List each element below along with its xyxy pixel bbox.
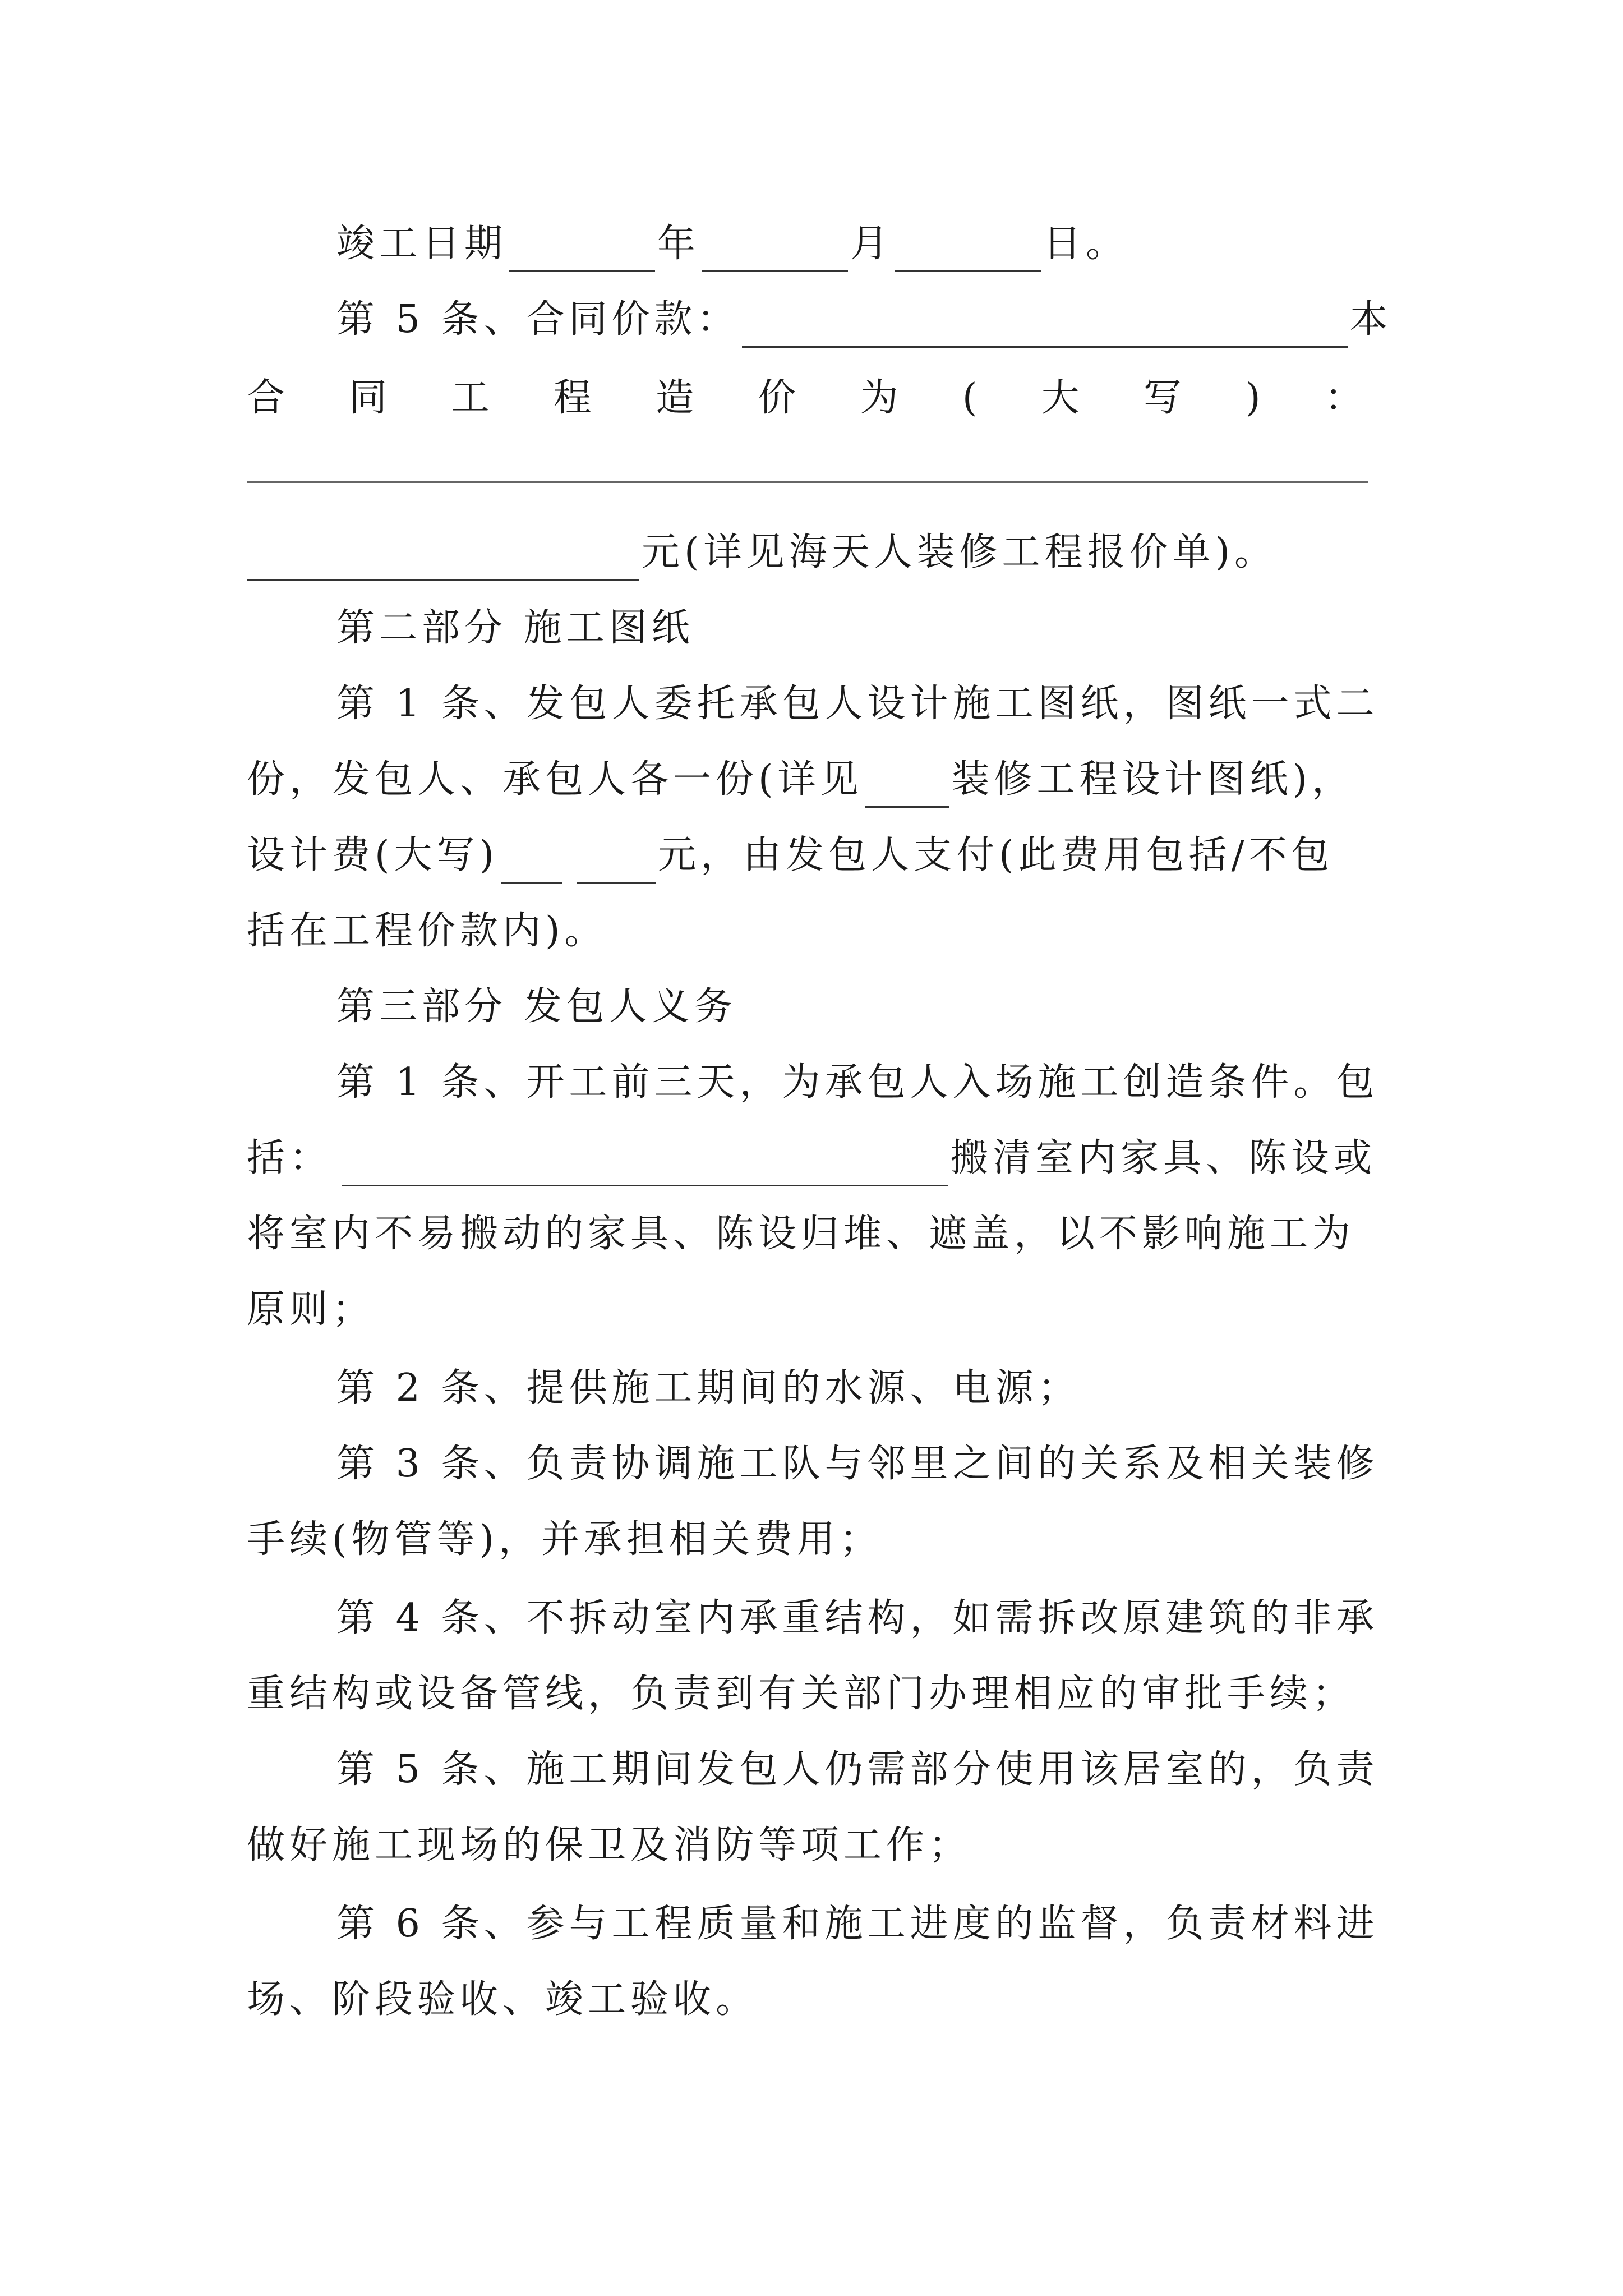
part2-article1-text-tail: 装修工程设计图纸)， [951, 757, 1355, 802]
price-char: ： [1324, 376, 1363, 420]
part2-article1-line3 [247, 827, 1391, 884]
price-char: 程 [553, 376, 592, 420]
part2-heading: 第二部分 施工图纸 [336, 606, 694, 650]
part3-article4-line2: 重结构或设备管线，负责到有关部门办理相应的审批手续； [247, 1672, 1355, 1716]
completion-date-line [336, 216, 1391, 272]
part2-article1-line1: 第 1 条、发包人委托承包人设计施工图纸，图纸一式二 [336, 682, 1379, 726]
part2-article1-line4: 括在工程价款内)。 [247, 909, 607, 953]
design-fee-label: 设计费(大写) [247, 833, 499, 877]
day-blank[interactable] [895, 229, 1041, 272]
design-drawing-blank[interactable] [865, 765, 949, 808]
design-fee-blank-2[interactable] [577, 840, 656, 884]
part3-article5-line2: 做好施工现场的保卫及消防等项工作； [247, 1823, 972, 1867]
include-blank[interactable] [342, 1143, 948, 1186]
article5-contract-price [336, 292, 1391, 348]
part3-article6-line1: 第 6 条、参与工程质量和施工进度的监督，负责材料进 [336, 1902, 1379, 1946]
price-char: ( [962, 376, 978, 420]
part3-article1-line2 [247, 1130, 1391, 1186]
month-blank[interactable] [702, 229, 848, 272]
price-in-words-rule[interactable] [247, 481, 1368, 483]
include-label: 括： [247, 1136, 333, 1180]
contract-price-blank[interactable] [742, 305, 1348, 348]
part3-article2: 第 2 条、提供施工期间的水源、电源； [336, 1366, 1081, 1410]
part3-article1-line4: 原则； [247, 1287, 375, 1332]
price-char: 大 [1041, 376, 1080, 420]
price-char: ) [1246, 376, 1261, 420]
part2-article1-text: 份，发包人、承包人各一份(详见 [247, 757, 863, 802]
part3-article6-line2: 场、阶段验收、竣工验收。 [247, 1977, 759, 2022]
year-blank[interactable] [509, 229, 655, 272]
include-tail: 搬清室内家具、陈设或 [950, 1136, 1377, 1180]
price-char: 同 [349, 376, 388, 420]
year-label: 年 [657, 222, 700, 266]
part2-article1-line2 [247, 752, 1391, 808]
article5-label: 第 5 条、合同价款： [336, 297, 740, 342]
day-label: 日。 [1043, 222, 1129, 266]
price-char: 工 [451, 376, 490, 420]
price-char: 写 [1143, 376, 1182, 420]
price-yuan-line [247, 524, 1391, 581]
part3-article3-line2: 手续(物管等)，并承担相关费用； [247, 1517, 883, 1562]
price-char: 合 [247, 376, 285, 420]
part3-article1-line1: 第 1 条、开工前三天，为承包人入场施工创造条件。包 [336, 1060, 1379, 1105]
design-fee-blank-1[interactable] [501, 840, 562, 884]
part3-heading: 第三部分 发包人义务 [336, 984, 737, 1029]
price-char: 价 [758, 376, 796, 420]
month-label: 月 [850, 222, 893, 266]
part3-article4-line1: 第 4 条、不拆动室内承重结构，如需拆改原建筑的非承 [336, 1596, 1379, 1640]
design-fee-tail: 元，由发包人支付(此费用包括/不包 [658, 833, 1334, 877]
price-char: 造 [656, 376, 694, 420]
price-yuan-tail: 元(详见海天人装修工程报价单)。 [642, 530, 1278, 574]
price-yuan-blank[interactable] [247, 537, 639, 581]
completion-date-label: 竣工日期 [336, 222, 508, 266]
part3-article1-line3: 将室内不易搬动的家具、陈设归堆、遮盖，以不影响施工为 [247, 1212, 1355, 1256]
part3-article5-line1: 第 5 条、施工期间发包人仍需部分使用该居室的，负责 [336, 1747, 1379, 1792]
price-char: 为 [860, 376, 898, 420]
part3-article3-line1: 第 3 条、负责协调施工队与邻里之间的关系及相关装修 [336, 1442, 1379, 1486]
price-in-words-line [247, 370, 1363, 426]
article5-tail: 本 [1349, 297, 1393, 342]
